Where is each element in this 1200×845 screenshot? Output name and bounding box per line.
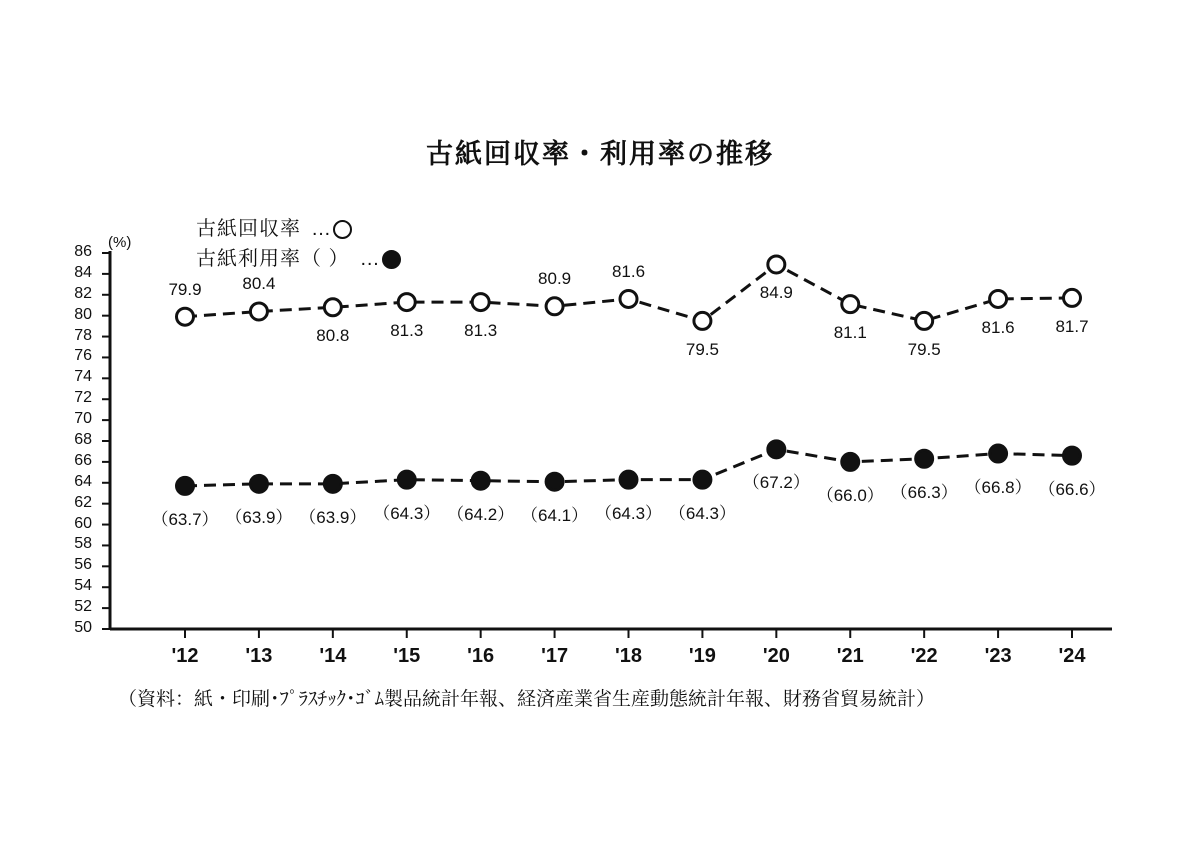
y-tick-label: 78 (74, 326, 92, 344)
legend-label-recovery-rate: 古紙回収率 (196, 218, 301, 240)
data-label: （64.2） (447, 504, 515, 524)
data-label: （66.3） (890, 482, 958, 502)
data-label: 79.9 (168, 279, 202, 299)
y-tick-label: 80 (74, 305, 92, 323)
data-label: 81.3 (390, 321, 424, 341)
data-label: 79.5 (685, 339, 719, 359)
data-label: （64.1） (521, 505, 589, 525)
data-label: （66.0） (816, 485, 884, 505)
y-tick-label: 54 (74, 577, 92, 595)
x-tick-label: '23 (984, 645, 1012, 667)
data-label: 80.4 (242, 274, 276, 294)
data-label: 81.7 (1055, 316, 1089, 336)
chart-title: 古紙回収率・利用率の推移 (426, 139, 774, 169)
data-label: 84.9 (759, 283, 793, 303)
y-tick-label: 76 (74, 347, 92, 365)
data-label: 80.9 (538, 269, 572, 289)
x-tick-label: '16 (467, 645, 495, 667)
x-tick-label: '15 (393, 645, 421, 667)
x-tick-label: '17 (541, 645, 569, 667)
legend-dots-utilization-rate: … (359, 248, 380, 270)
y-tick-label: 86 (74, 243, 92, 260)
x-tick-label: '20 (762, 645, 790, 667)
y-tick-label: 82 (74, 284, 92, 302)
legend-label-utilization-rate: 古紙利用率（ ） (196, 248, 350, 270)
data-label: （63.7） (151, 509, 219, 529)
data-label: 80.8 (316, 326, 350, 346)
data-label: （63.9） (299, 507, 367, 527)
data-label: （64.3） (668, 503, 736, 523)
y-tick-label: 60 (74, 514, 92, 532)
x-tick-label: '18 (614, 645, 642, 667)
data-label: （64.3） (594, 503, 663, 523)
x-tick-label: '22 (910, 645, 938, 667)
source-note: （資料：紙・印刷･ﾌﾟﾗｽﾁｯｸ･ｺﾞﾑ製品統計年報、経済産業省生産動態統計年報、財務省貿易統計） (118, 689, 936, 710)
x-tick-label: '21 (836, 645, 864, 667)
data-label: 81.1 (833, 323, 867, 343)
y-tick-label: 58 (74, 535, 92, 553)
y-tick-label: 66 (74, 451, 92, 469)
x-tick-label: '13 (245, 645, 273, 667)
legend-dots-recovery-rate: … (311, 218, 331, 240)
x-tick-label: '12 (171, 645, 199, 667)
x-tick-label: '24 (1058, 645, 1086, 667)
y-tick-label: 72 (74, 389, 92, 407)
y-tick-label: 84 (74, 263, 92, 281)
y-tick-label: 62 (74, 493, 92, 511)
data-label: （63.9） (225, 507, 293, 527)
y-tick-label: 68 (74, 431, 92, 448)
x-tick-label: '19 (688, 645, 716, 667)
data-label: 81.3 (464, 321, 498, 341)
y-axis-unit-label: (%) (108, 234, 132, 251)
data-label: 81.6 (611, 261, 646, 281)
y-tick-label: 52 (74, 598, 92, 616)
y-tick-label: 74 (74, 368, 92, 386)
data-label: （66.6） (1038, 479, 1106, 499)
data-label: （67.2） (742, 473, 810, 493)
y-tick-label: 64 (74, 472, 92, 490)
data-label: （66.8） (964, 477, 1032, 497)
y-tick-label: 56 (74, 556, 92, 574)
data-label: （64.3） (373, 503, 441, 523)
data-label: 81.6 (981, 317, 1015, 337)
x-tick-label: '14 (319, 645, 347, 667)
data-label: 79.5 (907, 339, 941, 359)
y-tick-label: 70 (74, 410, 92, 428)
y-tick-label: 50 (74, 619, 92, 636)
